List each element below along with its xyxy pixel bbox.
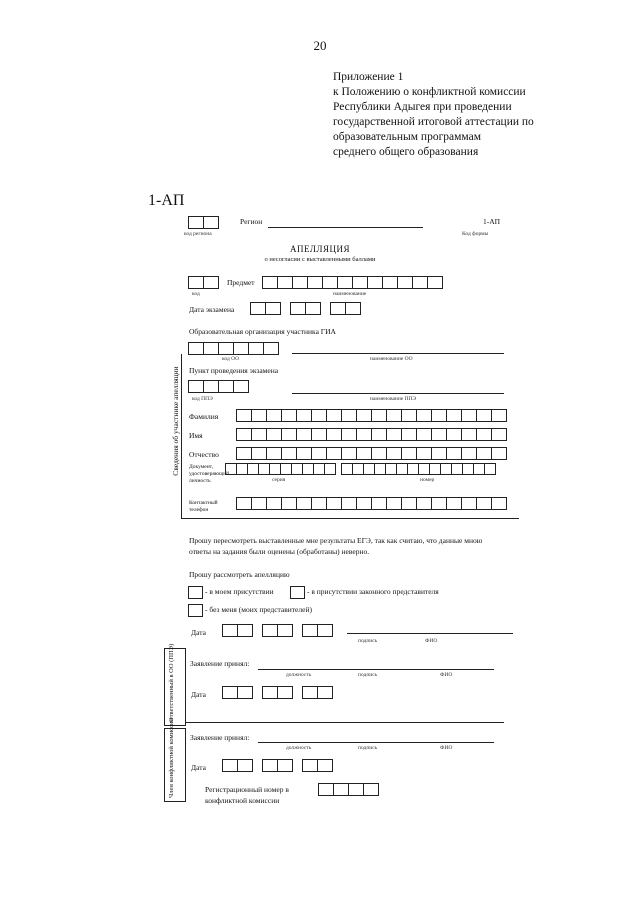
patronymic-label: Отчество (189, 450, 219, 459)
input-cell[interactable] (281, 428, 297, 441)
patronymic-field[interactable] (236, 447, 506, 460)
subject-label: Предмет (227, 278, 255, 287)
surname-label: Фамилия (189, 412, 219, 421)
input-cell[interactable] (476, 497, 492, 510)
input-cell[interactable] (446, 409, 462, 422)
input-cell[interactable] (296, 428, 312, 441)
ppe-name-caption: наименование ППЭ (370, 396, 417, 402)
input-cell[interactable] (222, 759, 238, 772)
input-cell[interactable] (302, 686, 318, 699)
oo-side-label: Ответственный в ОО (ППЭ) (168, 643, 175, 722)
input-cell[interactable] (305, 302, 321, 315)
input-cell[interactable] (203, 276, 219, 289)
input-cell[interactable] (250, 302, 266, 315)
input-cell[interactable] (446, 428, 462, 441)
input-cell[interactable] (412, 276, 428, 289)
input-cell[interactable] (491, 409, 507, 422)
input-cell[interactable] (416, 409, 432, 422)
input-cell[interactable] (476, 447, 492, 460)
input-cell[interactable] (341, 497, 357, 510)
consider-label: Прошу рассмотреть апелляцию (189, 570, 290, 579)
position-caption: должность (286, 672, 312, 678)
input-cell[interactable] (263, 342, 279, 355)
input-cell[interactable] (236, 447, 252, 460)
checkbox[interactable] (290, 586, 305, 599)
participant-side-label: Сведения об участнике апелляции (171, 366, 180, 476)
input-cell[interactable] (431, 428, 447, 441)
input-cell[interactable] (248, 342, 264, 355)
date-label: Дата (191, 628, 206, 637)
input-cell[interactable] (317, 686, 333, 699)
input-cell[interactable] (382, 276, 398, 289)
input-cell[interactable] (341, 409, 357, 422)
input-cell[interactable] (416, 428, 432, 441)
input-cell[interactable] (311, 497, 327, 510)
input-cell[interactable] (262, 276, 278, 289)
option-without-label: - без меня (моих представителей) (205, 605, 312, 615)
region-input-line[interactable] (268, 227, 423, 228)
received-line-2[interactable] (258, 742, 494, 743)
input-cell[interactable] (296, 447, 312, 460)
input-cell[interactable] (401, 447, 417, 460)
input-cell[interactable] (371, 428, 387, 441)
ppe-code-field[interactable] (188, 380, 248, 393)
input-cell[interactable] (251, 447, 267, 460)
form-id: 1-АП (148, 192, 185, 209)
input-cell[interactable] (188, 216, 204, 229)
appendix-line: образовательным программам (333, 131, 481, 143)
input-cell[interactable] (326, 447, 342, 460)
input-cell[interactable] (356, 428, 372, 441)
input-cell[interactable] (188, 380, 204, 393)
subject-name-field[interactable] (262, 276, 442, 289)
doc-label: Документ, удостоверяющий личность (189, 464, 230, 484)
option-presence-label: - в моем присутствии (205, 587, 274, 597)
input-cell[interactable] (386, 447, 402, 460)
appeal-subtitle: о несогласии с выставленными баллами (264, 256, 376, 263)
subject-code-caption: код (192, 291, 200, 297)
input-cell[interactable] (277, 686, 293, 699)
input-cell[interactable] (461, 497, 477, 510)
org-name-caption: наименование ОО (370, 356, 413, 362)
region-code-caption: код региона (184, 231, 212, 237)
reg-number-label: Регистрационный номер в конфликтной комиссии (205, 785, 289, 805)
subject-code-field[interactable] (188, 276, 218, 289)
exam-date-label: Дата экзамена (189, 305, 235, 314)
input-cell[interactable] (356, 409, 372, 422)
option-without[interactable] (188, 604, 312, 617)
input-cell[interactable] (237, 624, 253, 637)
input-cell[interactable] (431, 497, 447, 510)
input-cell[interactable] (266, 497, 282, 510)
input-cell[interactable] (277, 624, 293, 637)
input-cell[interactable] (324, 463, 336, 475)
input-cell[interactable] (222, 624, 238, 637)
signature-caption: подпись (358, 638, 378, 644)
appendix-line: государственной итоговой аттестации по (333, 116, 534, 128)
received-label-2: Заявление принял: (190, 733, 250, 742)
checkbox[interactable] (188, 586, 203, 599)
input-cell[interactable] (363, 783, 379, 796)
input-cell[interactable] (386, 428, 402, 441)
input-cell[interactable] (427, 276, 443, 289)
option-presence[interactable] (188, 586, 274, 599)
position-caption: должность (286, 745, 312, 751)
input-cell[interactable] (237, 759, 253, 772)
input-cell[interactable] (345, 302, 361, 315)
input-cell[interactable] (236, 409, 252, 422)
input-cell[interactable] (218, 380, 234, 393)
checkbox[interactable] (188, 604, 203, 617)
input-cell[interactable] (322, 276, 338, 289)
input-cell[interactable] (281, 409, 297, 422)
region-label: Регион (240, 217, 263, 226)
input-cell[interactable] (348, 783, 364, 796)
input-cell[interactable] (290, 302, 306, 315)
input-cell[interactable] (491, 428, 507, 441)
input-cell[interactable] (277, 276, 293, 289)
date-label: Дата (191, 690, 206, 699)
input-cell[interactable] (416, 447, 432, 460)
commission-side-label: Член конфликтной комиссии (168, 718, 175, 798)
oo-date-field[interactable] (222, 686, 332, 699)
name-label: Имя (189, 431, 203, 440)
input-cell[interactable] (461, 447, 477, 460)
series-caption: серия (272, 477, 286, 483)
input-cell[interactable] (397, 276, 413, 289)
phone-field[interactable] (236, 497, 506, 510)
input-cell[interactable] (317, 759, 333, 772)
number-caption: номер (420, 477, 435, 483)
appendix-line: Республики Адыгея при проведении (333, 101, 512, 113)
appendix-line: к Положению о конфликтной комиссии (333, 86, 526, 98)
participant-block-border (181, 354, 182, 519)
input-cell[interactable] (401, 428, 417, 441)
doc-series-field[interactable] (225, 463, 495, 475)
input-cell[interactable] (386, 497, 402, 510)
input-cell[interactable] (218, 342, 234, 355)
input-cell[interactable] (236, 497, 252, 510)
signature-caption: подпись (358, 745, 378, 751)
request-text: Прошу пересмотреть выставленные мне результаты ЕГЭ, так как считаю, что данные мною ответы на задания были оценены (обработаны) неверно. (189, 536, 483, 556)
input-cell[interactable] (431, 447, 447, 460)
input-cell[interactable] (461, 409, 477, 422)
input-cell[interactable] (311, 409, 327, 422)
input-cell[interactable] (307, 276, 323, 289)
input-cell[interactable] (237, 686, 253, 699)
appeal-title: АПЕЛЛЯЦИЯ (289, 244, 351, 254)
input-cell[interactable] (352, 276, 368, 289)
input-cell[interactable] (330, 302, 346, 315)
input-cell[interactable] (251, 409, 267, 422)
option-rep-label: - в присутствии законного представителя (307, 587, 439, 597)
org-code-field[interactable] (188, 342, 278, 355)
received-label: Заявление принял: (190, 659, 250, 668)
input-cell[interactable] (281, 497, 297, 510)
date-field[interactable] (222, 624, 332, 637)
input-cell[interactable] (262, 624, 278, 637)
input-cell[interactable] (461, 428, 477, 441)
form-code: 1-АП (483, 217, 501, 226)
input-cell[interactable] (491, 447, 507, 460)
input-cell[interactable] (446, 497, 462, 510)
input-cell[interactable] (476, 428, 492, 441)
region-code-field[interactable] (188, 216, 218, 229)
input-cell[interactable] (326, 497, 342, 510)
input-cell[interactable] (326, 428, 342, 441)
date-label: Дата (191, 763, 206, 772)
input-cell[interactable] (203, 342, 219, 355)
input-cell[interactable] (292, 276, 308, 289)
input-cell[interactable] (262, 759, 278, 772)
input-cell[interactable] (317, 624, 333, 637)
appendix-line: среднего общего образования (333, 146, 479, 158)
input-cell[interactable] (203, 216, 219, 229)
input-cell[interactable] (371, 409, 387, 422)
input-cell[interactable] (266, 447, 282, 460)
input-cell[interactable] (326, 409, 342, 422)
form-code-caption: Код формы (462, 231, 489, 237)
fio-caption: ФИО (425, 638, 438, 644)
input-cell[interactable] (296, 409, 312, 422)
input-cell[interactable] (401, 409, 417, 422)
input-cell[interactable] (491, 497, 507, 510)
input-cell[interactable] (416, 497, 432, 510)
input-cell[interactable] (311, 447, 327, 460)
input-cell[interactable] (266, 409, 282, 422)
input-cell[interactable] (236, 428, 252, 441)
input-cell[interactable] (311, 428, 327, 441)
participant-block-bottom (181, 518, 519, 519)
input-cell[interactable] (386, 409, 402, 422)
signature-caption: подпись (358, 672, 378, 678)
input-cell[interactable] (251, 497, 267, 510)
appendix-block (333, 70, 534, 160)
fio-caption: ФИО (440, 672, 453, 678)
ppe-label: Пункт проведения экзамена (189, 366, 279, 375)
input-cell[interactable] (281, 447, 297, 460)
oo-block-bottom (186, 722, 504, 723)
fio-caption: ФИО (440, 745, 453, 751)
ppe-code-caption: код ППЭ (192, 396, 213, 402)
input-cell[interactable] (371, 497, 387, 510)
input-cell[interactable] (337, 276, 353, 289)
input-cell[interactable] (251, 428, 267, 441)
subject-name-caption: наименование (333, 291, 367, 297)
input-cell[interactable] (341, 428, 357, 441)
surname-field[interactable] (236, 409, 506, 422)
input-cell[interactable] (188, 276, 204, 289)
reg-number-field[interactable] (318, 783, 378, 796)
org-code-caption: код ОО (222, 356, 240, 362)
input-cell[interactable] (203, 380, 219, 393)
input-cell[interactable] (302, 759, 318, 772)
org-name-line[interactable] (292, 353, 504, 354)
input-cell[interactable] (266, 428, 282, 441)
received-line[interactable] (258, 669, 494, 670)
input-cell[interactable] (265, 302, 281, 315)
input-cell[interactable] (476, 409, 492, 422)
name-field[interactable] (236, 428, 506, 441)
input-cell[interactable] (302, 624, 318, 637)
input-cell[interactable] (484, 463, 496, 475)
input-cell[interactable] (262, 686, 278, 699)
exam-date-field[interactable] (250, 302, 360, 315)
input-cell[interactable] (356, 497, 372, 510)
input-cell[interactable] (367, 276, 383, 289)
phone-label: Контактный телефон (189, 500, 218, 513)
input-cell[interactable] (431, 409, 447, 422)
org-label: Образовательная организация участника ГИА (189, 327, 336, 336)
input-cell[interactable] (296, 497, 312, 510)
page-number: 20 (313, 38, 327, 53)
option-representative[interactable] (290, 586, 439, 599)
input-cell[interactable] (446, 447, 462, 460)
ppe-name-line[interactable] (292, 393, 504, 394)
input-cell[interactable] (333, 783, 349, 796)
commission-date-field[interactable] (222, 759, 332, 772)
appendix-title: Приложение 1 (333, 71, 404, 83)
input-cell[interactable] (233, 342, 249, 355)
input-cell[interactable] (277, 759, 293, 772)
input-cell[interactable] (356, 447, 372, 460)
input-cell[interactable] (341, 447, 357, 460)
input-cell[interactable] (233, 380, 249, 393)
input-cell[interactable] (318, 783, 334, 796)
input-cell[interactable] (188, 342, 204, 355)
input-cell[interactable] (222, 686, 238, 699)
input-cell[interactable] (401, 497, 417, 510)
signature-line[interactable] (347, 633, 513, 634)
input-cell[interactable] (371, 447, 387, 460)
